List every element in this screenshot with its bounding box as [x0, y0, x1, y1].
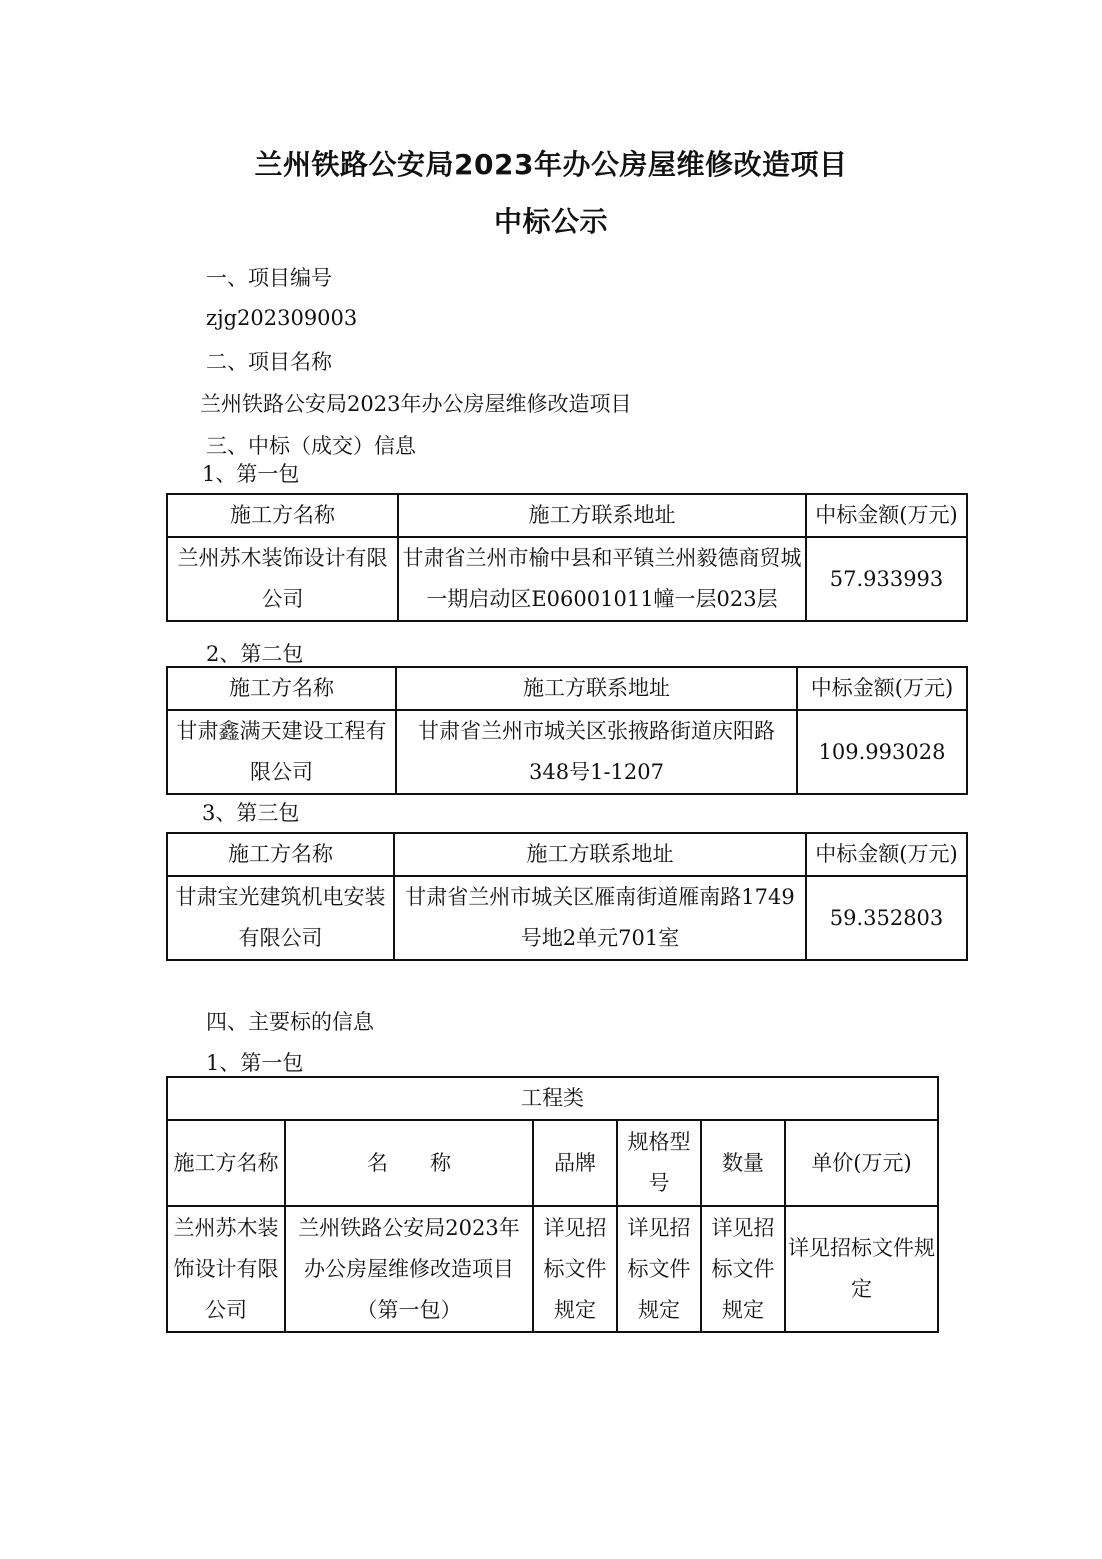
header-amount: 中标金额(万元): [797, 667, 967, 710]
header-amount: 中标金额(万元): [806, 494, 967, 537]
winner-amount: 109.993028: [797, 710, 967, 794]
header-spec: 规格型号: [617, 1120, 701, 1206]
winner-amount: 57.933993: [806, 537, 967, 621]
header-address: 施工方联系地址: [396, 667, 797, 710]
section3-heading: 三、中标（成交）信息: [206, 434, 416, 458]
header-unit-price: 单价(万元): [785, 1120, 938, 1206]
row-supplier: 兰州苏木装饰设计有限公司: [167, 1206, 285, 1332]
header-name: 施工方名称: [167, 667, 396, 710]
section2-heading: 二、项目名称: [206, 350, 332, 374]
header-name: 施工方名称: [167, 494, 398, 537]
header-brand: 品牌: [533, 1120, 617, 1206]
package2-label: 2、第二包: [206, 642, 304, 666]
header-quantity: 数量: [701, 1120, 785, 1206]
document-title-line1: 兰州铁路公安局2023年办公房屋维修改造项目: [254, 148, 848, 181]
row-item-name: 兰州铁路公安局2023年办公房屋维修改造项目（第一包）: [285, 1206, 533, 1332]
section1-heading: 一、项目编号: [206, 266, 332, 290]
package3-label: 3、第三包: [202, 801, 300, 825]
package1-table: [166, 493, 968, 622]
winner-name: 甘肃鑫满天建设工程有限公司: [167, 710, 396, 794]
main-items-table: [166, 1076, 939, 1333]
section4-package-label: 1、第一包: [206, 1051, 304, 1075]
package2-table: [166, 666, 968, 795]
document-title-line2: 中标公示: [493, 205, 608, 238]
winner-address: 甘肃省兰州市城关区雁南街道雁南路1749号地2单元701室: [394, 876, 806, 960]
row-unit-price: 详见招标文件规定: [785, 1206, 938, 1332]
header-address: 施工方联系地址: [394, 833, 806, 876]
row-brand: 详见招标文件规定: [533, 1206, 617, 1332]
winner-address: 甘肃省兰州市榆中县和平镇兰州毅德商贸城一期启动区E06001011幢一层023层: [398, 537, 806, 621]
row-spec: 详见招标文件规定: [617, 1206, 701, 1332]
header-item-name: 名 称: [285, 1120, 533, 1206]
winner-name: 兰州苏木装饰设计有限公司: [167, 537, 398, 621]
header-name: 施工方名称: [167, 833, 394, 876]
section4-heading: 四、主要标的信息: [206, 1010, 374, 1034]
winner-address: 甘肃省兰州市城关区张掖路街道庆阳路348号1-1207: [396, 710, 797, 794]
winner-amount: 59.352803: [806, 876, 967, 960]
winner-name: 甘肃宝光建筑机电安装有限公司: [167, 876, 394, 960]
project-number: zjg202309003: [206, 306, 358, 330]
package3-table: [166, 832, 968, 961]
category-header: 工程类: [167, 1077, 938, 1120]
header-amount: 中标金额(万元): [806, 833, 967, 876]
header-address: 施工方联系地址: [398, 494, 806, 537]
package1-label: 1、第一包: [202, 462, 300, 486]
header-supplier: 施工方名称: [167, 1120, 285, 1206]
project-name: 兰州铁路公安局2023年办公房屋维修改造项目: [200, 392, 632, 416]
row-quantity: 详见招标文件规定: [701, 1206, 785, 1332]
